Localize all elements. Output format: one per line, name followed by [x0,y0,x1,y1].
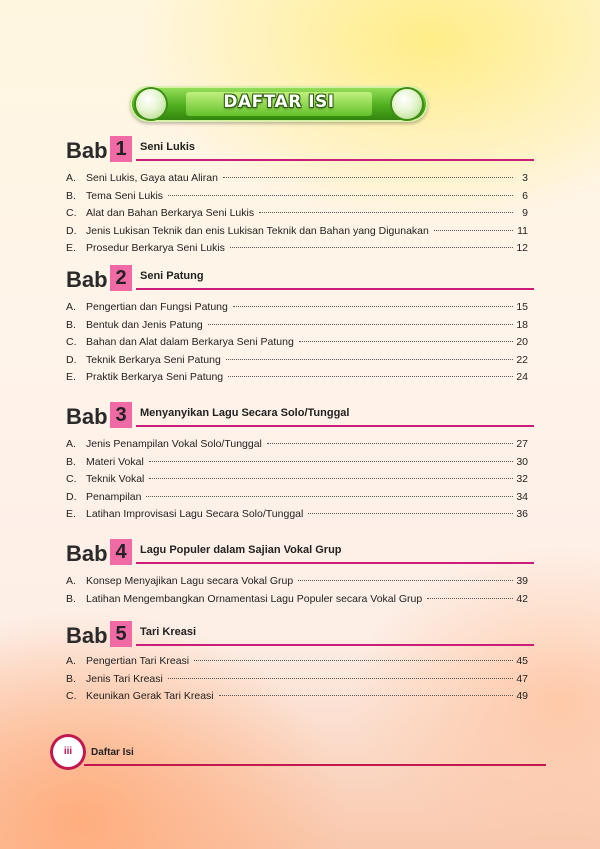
entry-page: 24 [516,371,528,383]
entry-text: Pengertian dan Fungsi Patung [86,301,228,313]
chapter-4-list [66,571,528,606]
chapter-title: Tari Kreasi [140,626,197,638]
entry-page: 20 [516,336,528,348]
chapter-number: 3 [110,402,132,428]
footer-label: Daftar Isi [91,747,134,758]
dot-leader [267,431,513,444]
footer-divider [84,764,546,766]
entry-letter: C. [66,690,77,702]
chapter-1-list [66,168,528,256]
chapter-5-list [66,651,528,704]
chapter-title: Menyanyikan Lagu Secara Solo/Tunggal [140,407,350,419]
entry-letter: E. [66,242,76,254]
chapter-bab-label: Bab [66,267,108,292]
dot-leader [219,683,513,696]
entry-letter: C. [66,473,77,485]
dot-leader [230,235,513,248]
dot-leader [233,294,513,307]
page-title: DAFTAR ISI [223,92,335,112]
entry-page: 11 [517,224,528,237]
dot-leader [149,449,513,462]
chapter-divider [136,425,534,427]
chapter-number: 1 [110,136,132,162]
dot-leader [194,648,513,661]
toc-entry[interactable] [66,367,528,385]
entry-letter: B. [66,672,76,685]
entry-page: 6 [522,189,528,202]
chapter-title: Lagu Populer dalam Sajian Vokal Grup [140,544,342,556]
chapter-divider [136,288,534,290]
entry-letter: B. [66,318,76,331]
entry-page: 12 [516,242,528,254]
entry-letter: A. [66,575,76,587]
dot-leader [298,568,513,581]
chapter-number: 2 [110,265,132,291]
entry-page: 22 [516,353,528,366]
entry-page: 49 [516,690,528,702]
entry-text: Jenis Lukisan Teknik dan enis Lukisan Teknik dan Bahan yang Digunakan [86,224,429,237]
toc-entry[interactable] [66,589,528,607]
chapter-bab-label: Bab [66,623,108,648]
chapter-bab-label: Bab [66,404,108,429]
entry-text: Pengertian Tari Kreasi [86,655,190,667]
entry-page: 34 [516,490,528,503]
entry-text: Bahan dan Alat dalam Berkarya Seni Patung [86,336,294,348]
dot-leader [434,218,513,231]
entry-text: Alat dan Bahan Berkarya Seni Lukis [86,207,255,219]
entry-page: 15 [516,301,528,313]
dot-leader [168,666,513,679]
entry-page: 36 [516,508,528,520]
entry-page: 27 [516,438,528,450]
entry-letter: A. [66,438,76,450]
chapter-title: Seni Patung [140,270,204,282]
chapter-divider [136,644,534,646]
entry-letter: D. [66,490,77,503]
entry-letter: A. [66,172,76,184]
dot-leader [146,484,513,497]
entry-text: Jenis Tari Kreasi [86,672,163,685]
chapter-bab-label: Bab [66,541,108,566]
page-number-badge: iii [53,737,83,767]
dot-leader [226,347,513,360]
entry-page: 3 [522,172,528,184]
entry-text: Penampilan [86,490,142,503]
chapter-number: 5 [110,621,132,647]
entry-letter: B. [66,189,76,202]
chapter-header-1 [66,138,534,164]
dot-leader [223,165,513,178]
chapter-header-5 [66,623,534,649]
entry-letter: A. [66,655,76,667]
chapter-divider [136,159,534,161]
toc-entry[interactable] [66,238,528,256]
entry-text: Bentuk dan Jenis Patung [86,318,203,331]
entry-letter: B. [66,592,76,605]
entry-page: 18 [516,318,528,331]
entry-letter: E. [66,371,76,383]
entry-text: Jenis Penampilan Vokal Solo/Tunggal [86,438,262,450]
entry-page: 45 [516,655,528,667]
entry-letter: C. [66,207,77,219]
dot-leader [228,364,513,377]
title-banner [130,86,428,122]
chapter-number: 4 [110,539,132,565]
entry-text: Konsep Menyajikan Lagu secara Vokal Grup [86,575,294,587]
entry-text: Materi Vokal [86,455,144,468]
chapter-bab-label: Bab [66,138,108,163]
chapter-header-4 [66,541,534,567]
entry-page: 9 [522,207,528,219]
entry-letter: B. [66,455,76,468]
chapter-divider [136,562,534,564]
entry-page: 30 [516,455,528,468]
chapter-2-list [66,297,528,385]
entry-letter: D. [66,353,77,366]
chapter-header-3 [66,404,534,430]
entry-letter: A. [66,301,76,313]
dot-leader [308,501,513,514]
dot-leader [208,312,513,325]
toc-entry[interactable] [66,686,528,704]
entry-text: Latihan Mengembangkan Ornamentasi Lagu Populer secara Vokal Grup [86,592,423,605]
entry-page: 39 [516,575,528,587]
entry-page: 32 [516,473,528,485]
chapter-3-list [66,434,528,522]
entry-text: Seni Lukis, Gaya atau Aliran [86,172,218,184]
entry-text: Teknik Vokal [86,473,145,485]
dot-leader [299,329,513,342]
chapter-header-2 [66,267,534,293]
entry-page: 47 [516,672,528,685]
chapter-title: Seni Lukis [140,141,196,153]
entry-page: 42 [516,592,528,605]
entry-text: Teknik Berkarya Seni Patung [86,353,221,366]
dot-leader [427,586,513,599]
entry-text: Tema Seni Lukis [86,189,164,202]
entry-text: Prosedur Berkarya Seni Lukis [86,242,225,254]
entry-text: Keunikan Gerak Tari Kreasi [86,690,214,702]
dot-leader [168,183,513,196]
toc-entry[interactable] [66,504,528,522]
entry-text: Latihan Improvisasi Lagu Secara Solo/Tunggal [86,508,304,520]
entry-letter: E. [66,508,76,520]
entry-letter: D. [66,224,77,237]
entry-letter: C. [66,336,77,348]
dot-leader [149,466,513,479]
dot-leader [259,200,513,213]
entry-text: Praktik Berkarya Seni Patung [86,371,224,383]
